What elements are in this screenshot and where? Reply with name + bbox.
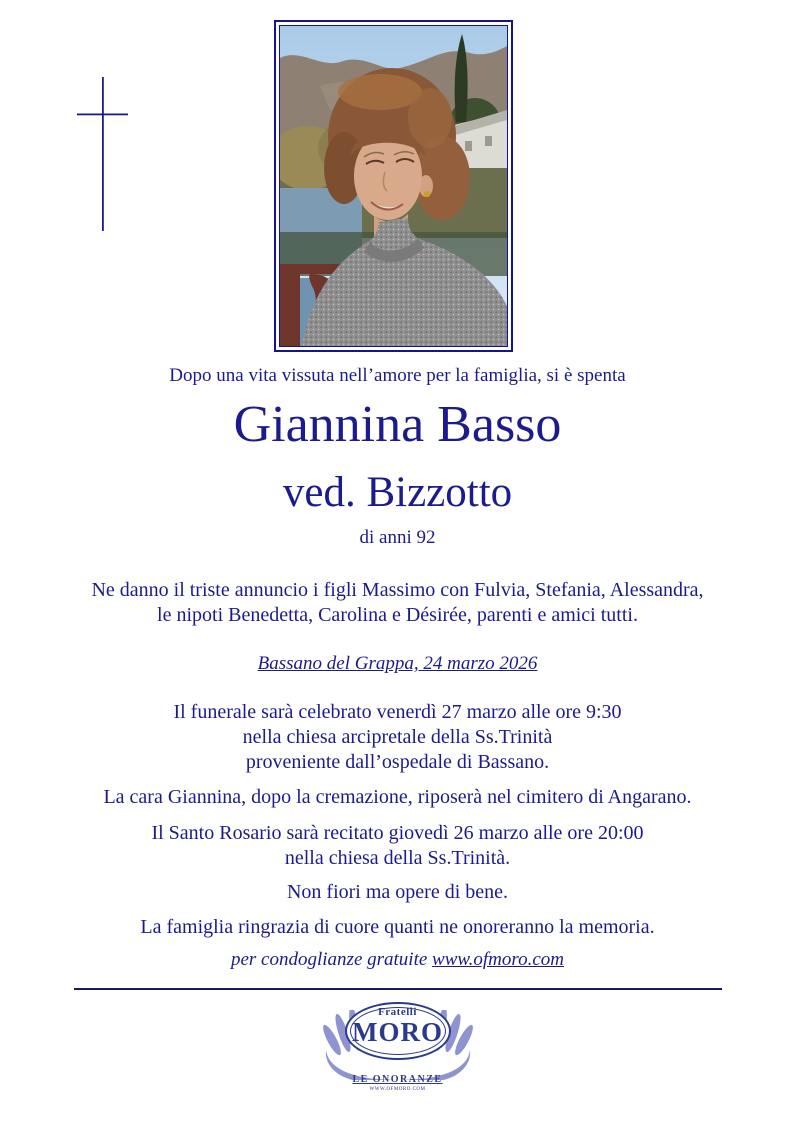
- logo-website-text: WWW.OFMORO.COM: [369, 1087, 426, 1092]
- logo-fratelli-text: Fratelli: [378, 1006, 417, 1018]
- age-line: di anni 92: [359, 527, 436, 548]
- widow-line: ved. Bizzotto: [282, 469, 513, 516]
- place-date-text: Bassano del Grappa, 24 marzo 2026: [257, 653, 538, 674]
- rosary-line-1: Il Santo Rosario sarà recitato giovedì 26 marzo alle ore 20:00: [151, 822, 644, 844]
- rosary-line-2: nella chiesa della Ss.Trinità.: [284, 847, 511, 869]
- place-date-line: [0, 652, 795, 676]
- rosary-details: [0, 821, 795, 871]
- cremation-line: La cara Giannina, dopo la cremazione, riposerà nel cimitero di Angarano.: [103, 786, 692, 808]
- funeral-details: [0, 700, 795, 775]
- family-line-1: Ne danno il triste annuncio i figli Massimo con Fulvia, Stefania, Alessandra,: [91, 579, 704, 601]
- funeral-line-2: nella chiesa arcipretale della Ss.Trinità: [242, 726, 553, 748]
- condolences-website-link[interactable]: www.ofmoro.com: [432, 949, 564, 970]
- family-line-2: le nipoti Benedetta, Carolina e Désirée, parenti e amici tutti.: [157, 604, 638, 626]
- condolences-prefix: per condoglianze gratuite: [230, 949, 433, 970]
- separator-line: [74, 988, 722, 990]
- funeral-home-logo: [313, 1002, 483, 1102]
- funeral-line-3: proveniente dall’ospedale di Bassano.: [245, 751, 550, 773]
- logo-moro-text: MORO: [352, 1017, 443, 1047]
- intro-line: Dopo una vita vissuta nell’amore per la famiglia, si è spenta: [169, 365, 626, 386]
- deceased-name: Giannina Basso: [233, 396, 562, 453]
- family-announcement: [0, 578, 795, 628]
- logo-subtitle-text: LE ONORANZE: [352, 1074, 443, 1085]
- funeral-line-1: Il funerale sarà celebrato venerdì 27 marzo alle ore 9:30: [173, 701, 622, 723]
- thanks-line: La famiglia ringrazia di cuore quanti ne onoreranno la memoria.: [140, 916, 655, 938]
- flowers-line: Non fiori ma opere di bene.: [286, 881, 509, 903]
- condolences-line: [0, 948, 795, 972]
